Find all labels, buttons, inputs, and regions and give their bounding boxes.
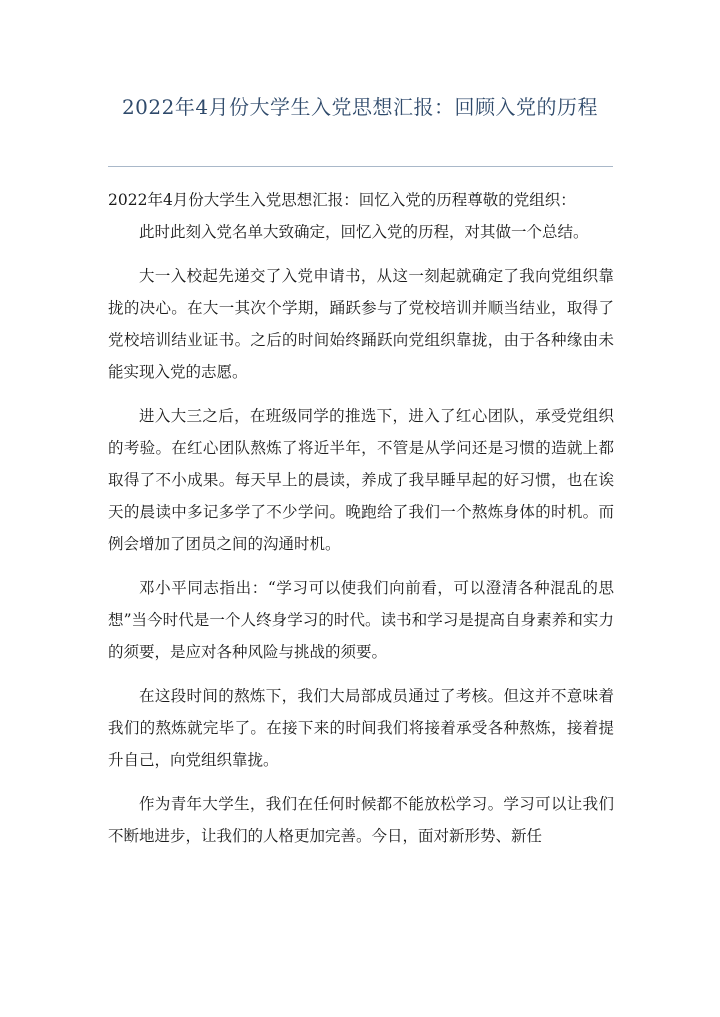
paragraph: 在这段时间的熬炼下，我们大局部成员通过了考核。但这并不意味着我们的熬炼就完毕了。在接下来的时间我们将接着承受各种熬炼，接着提升自己，向党组织靠拢。 xyxy=(108,687,614,769)
title-divider xyxy=(108,166,613,167)
document-body xyxy=(108,184,614,864)
paragraph: 此时此刻入党名单大致确定，回忆入党的历程，对其做一个总结。 xyxy=(139,223,589,241)
paragraph: 进入大三之后，在班级同学的推选下，进入了红心团队，承受党组织的考验。在红心团队熬炼了将近半年，不管是从学问还是习惯的造就上都取得了不小成果。每天早上的晨读，养成了我早睡早起的好习惯，也在诶天的晨读中多记多学了不少学问。晚跑给了我们一个熬炼身体的时机。而例会增加了团员之间的沟通时机。 xyxy=(108,407,614,553)
document-title: 2022年4月份大学生入党思想汇报：回顾入党的历程 xyxy=(121,95,599,119)
paragraph: 大一入校起先递交了入党申请书，从这一刻起就确定了我向党组织靠拢的决心。在大一其次个学期，踊跃参与了党校培训并顺当结业，取得了党校培训结业证书。之后的时间始终踊跃向党组织靠拢，由于各种缘由未能实现入党的志愿。 xyxy=(108,267,614,381)
paragraph: 邓小平同志指出：“学习可以使我们向前看，可以澄清各种混乱的思想”当今时代是一个人终身学习的时代。读书和学习是提高自身素养和实力的须要，是应对各种风险与挑战的须要。 xyxy=(108,579,614,661)
paragraph: 作为青年大学生，我们在任何时候都不能放松学习。学习可以让我们不断地进步，让我们的人格更加完善。今日，面对新形势、新任 xyxy=(108,795,614,845)
paragraph-opening: 2022年4月份大学生入党思想汇报：回忆入党的历程尊敬的党组织： xyxy=(108,191,576,209)
